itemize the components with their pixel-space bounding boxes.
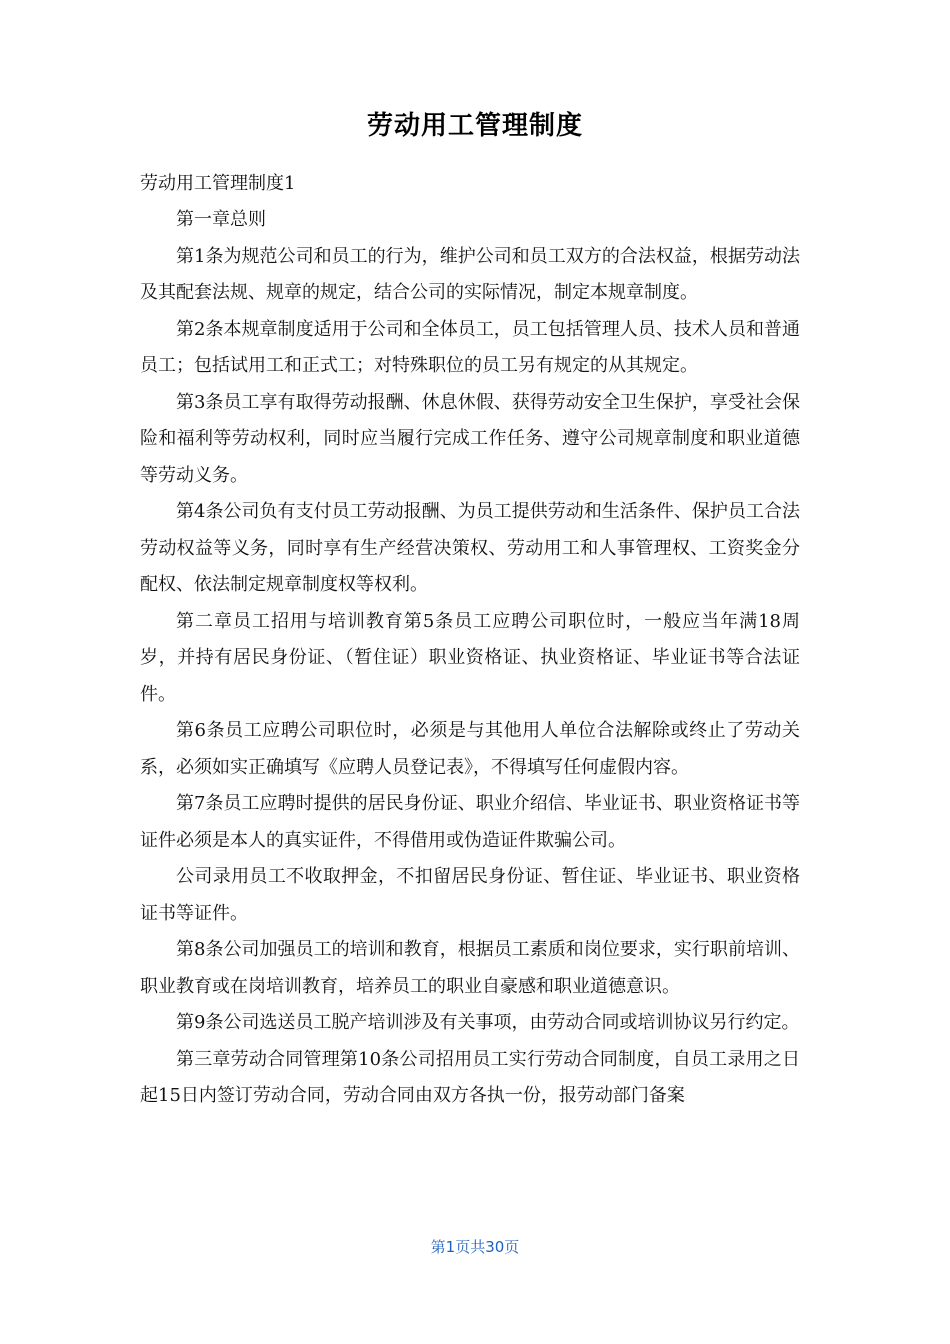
article-paragraph: 第7条员工应聘时提供的居民身份证、职业介绍信、毕业证书、职业资格证书等证件必须是本人的真实证件，不得借用或伪造证件欺骗公司。 — [140, 793, 800, 851]
page-footer: 第1页共30页 — [430, 1238, 520, 1256]
article-paragraph: 第1条为规范公司和员工的行为，维护公司和员工双方的合法权益，根据劳动法及其配套法规、规章的规定，结合公司的实际情况，制定本规章制度。 — [140, 245, 800, 303]
article-paragraph: 第二章员工招用与培训教育第5条员工应聘公司职位时，一般应当年满18周岁，并持有居民身份证、（暂住证）职业资格证、执业资格证、毕业证书等合法证件。 — [140, 610, 800, 705]
article-paragraph: 第3条员工享有取得劳动报酬、休息休假、获得劳动安全卫生保护，享受社会保险和福利等劳动权利，同时应当履行完成工作任务、遵守公司规章制度和职业道德等劳动义务。 — [140, 391, 800, 486]
article-paragraph: 第9条公司选送员工脱产培训涉及有关事项，由劳动合同或培训协议另行约定。 — [176, 1012, 800, 1033]
article-paragraph: 第三章劳动合同管理第10条公司招用员工实行劳动合同制度，自员工录用之日起15日内签订劳动合同，劳动合同由双方各执一份，报劳动部门备案 — [140, 1048, 800, 1106]
document-body — [140, 166, 800, 1115]
article-paragraph: 第6条员工应聘公司职位时，必须是与其他用人单位合法解除或终止了劳动关系，必须如实正确填写《应聘人员登记表》，不得填写任何虚假内容。 — [140, 720, 800, 778]
article-paragraph: 第2条本规章制度适用于公司和全体员工，员工包括管理人员、技术人员和普通员工；包括试用工和正式工；对特殊职位的员工另有规定的从其规定。 — [140, 318, 800, 376]
document-title: 劳动用工管理制度 — [366, 111, 583, 141]
article-paragraph: 第4条公司负有支付员工劳动报酬、为员工提供劳动和生活条件、保护员工合法劳动权益等义务，同时享有生产经营决策权、劳动用工和人事管理权、工资奖金分配权、依法制定规章制度权等权利。 — [140, 501, 800, 595]
article-paragraph: 第8条公司加强员工的培训和教育，根据员工素质和岗位要求，实行职前培训、职业教育或在岗培训教育，培养员工的职业自豪感和职业道德意识。 — [140, 939, 800, 997]
chapter-heading: 第一章总则 — [176, 209, 266, 230]
document-subtitle: 劳动用工管理制度1 — [140, 173, 296, 194]
article-paragraph: 公司录用员工不收取押金，不扣留居民身份证、暂住证、毕业证书、职业资格证书等证件。 — [140, 866, 800, 924]
